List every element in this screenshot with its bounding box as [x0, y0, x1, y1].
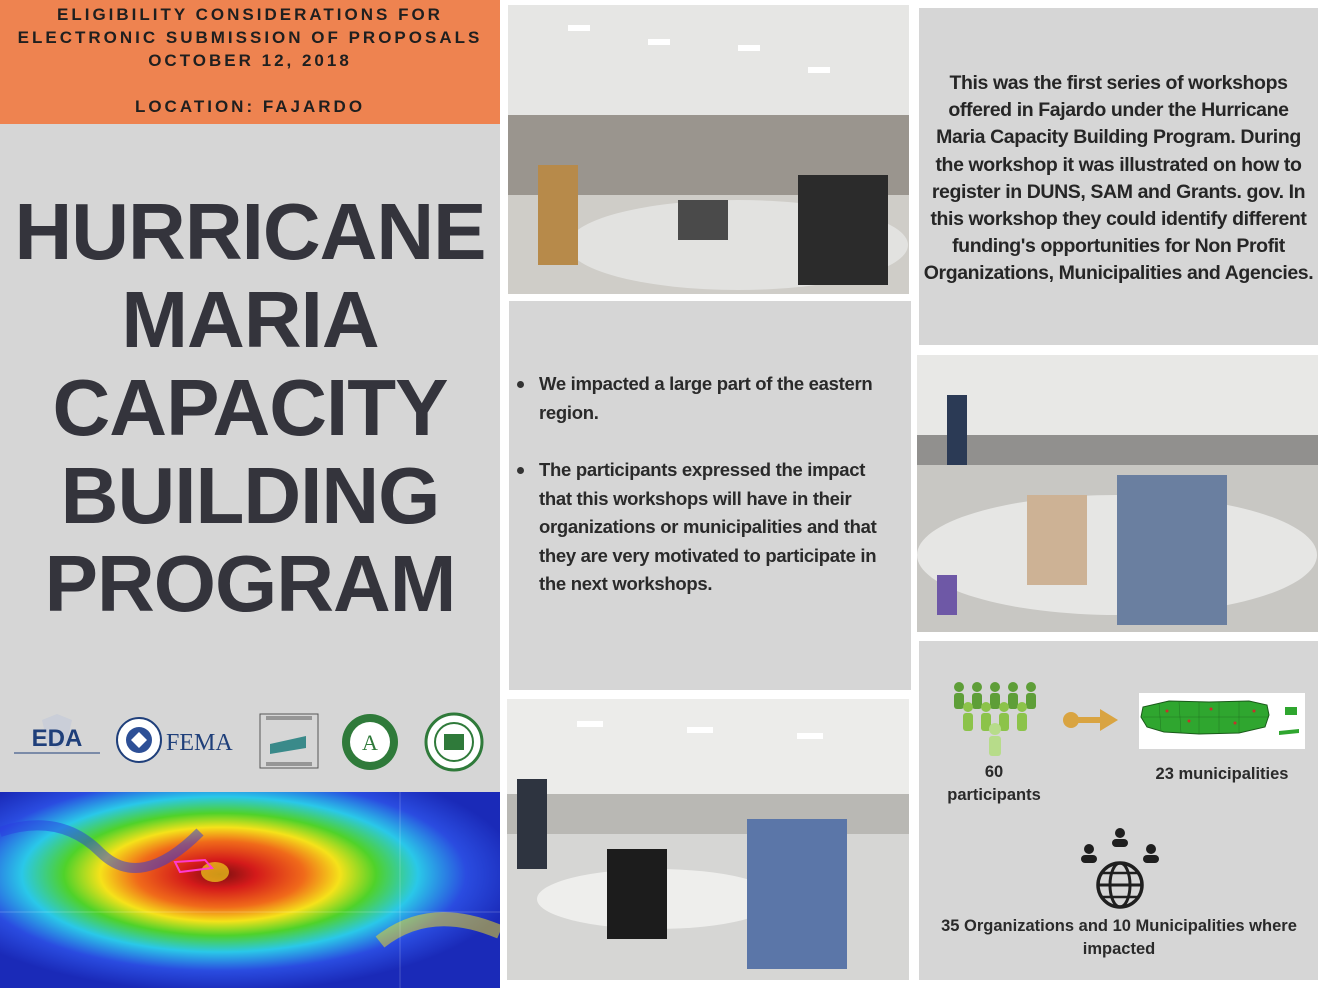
people-group-icon: [949, 681, 1041, 757]
bullets-panel: [509, 301, 911, 690]
header-line-2: ELECTRONIC SUBMISSION OF PROPOSALS: [17, 28, 483, 47]
eda-logo-text: EDA: [31, 725, 83, 752]
fema-text: FEMA: [166, 730, 233, 756]
organizations-impacted: 35 Organizations and 10 Municipalities where impacted: [941, 917, 1297, 958]
title-line-2: MARIA: [121, 275, 379, 364]
puerto-rico-map-icon: [1139, 693, 1305, 749]
title-line-1: HURRICANE: [14, 187, 486, 276]
sponsor-logos: [0, 700, 500, 780]
business-center-logo: [256, 710, 322, 772]
title-line-4: BUILDING: [60, 451, 440, 540]
participants-count: 60: [984, 763, 1004, 781]
workshop-photo-3: [507, 699, 909, 980]
bullet-item-1: [539, 370, 894, 427]
bullet-dot: [517, 467, 524, 474]
workshop-photo-1: [508, 5, 909, 294]
fema-logo: [116, 716, 246, 764]
header-location: LOCATION: FAJARDO: [134, 97, 366, 116]
svg-text:A: A: [362, 730, 378, 755]
stats-panel: [919, 641, 1318, 980]
header-line-1: ELIGIBILITY CONSIDERATIONS FOR: [57, 5, 443, 24]
bullet-text-2: The participants expressed the impact that this workshops will have in their organizations or municipalities and that they are very motivated to participate in the next workshops.: [539, 459, 877, 594]
workshop-photo-2: [917, 355, 1318, 632]
bullet-text-1: We impacted a large part of the eastern region.: [539, 373, 873, 423]
title-panel: [0, 124, 500, 792]
green-seal-logo-2: [424, 712, 484, 772]
global-network-icon: [1077, 827, 1163, 911]
municipalities-count: 23 municipalities: [1155, 765, 1289, 783]
participants-label: participants: [947, 786, 1041, 804]
title-line-3: CAPACITY: [52, 363, 448, 452]
bullet-item-2: [539, 456, 894, 599]
description-text: This was the first series of workshops offered in Fajardo under the Hurricane Maria Capacity Building Program. During the workshop it was illustrated on how to register in DUNS, SAM and Grants. gov. In this workshop they could identify different funding's opportunities for Non Profit Organizations, Municipalities and Agencies.: [923, 72, 1314, 285]
title-line-5: PROGRAM: [44, 539, 456, 628]
eda-logo: [12, 712, 102, 762]
header-band: [0, 0, 500, 124]
arrow-right-icon: [1062, 707, 1120, 733]
header-date: OCTOBER 12, 2018: [148, 51, 352, 70]
bullet-dot: [517, 381, 524, 388]
hurricane-satellite-image: [0, 792, 500, 988]
green-seal-logo-1: [340, 712, 400, 772]
description-panel: [919, 8, 1318, 345]
